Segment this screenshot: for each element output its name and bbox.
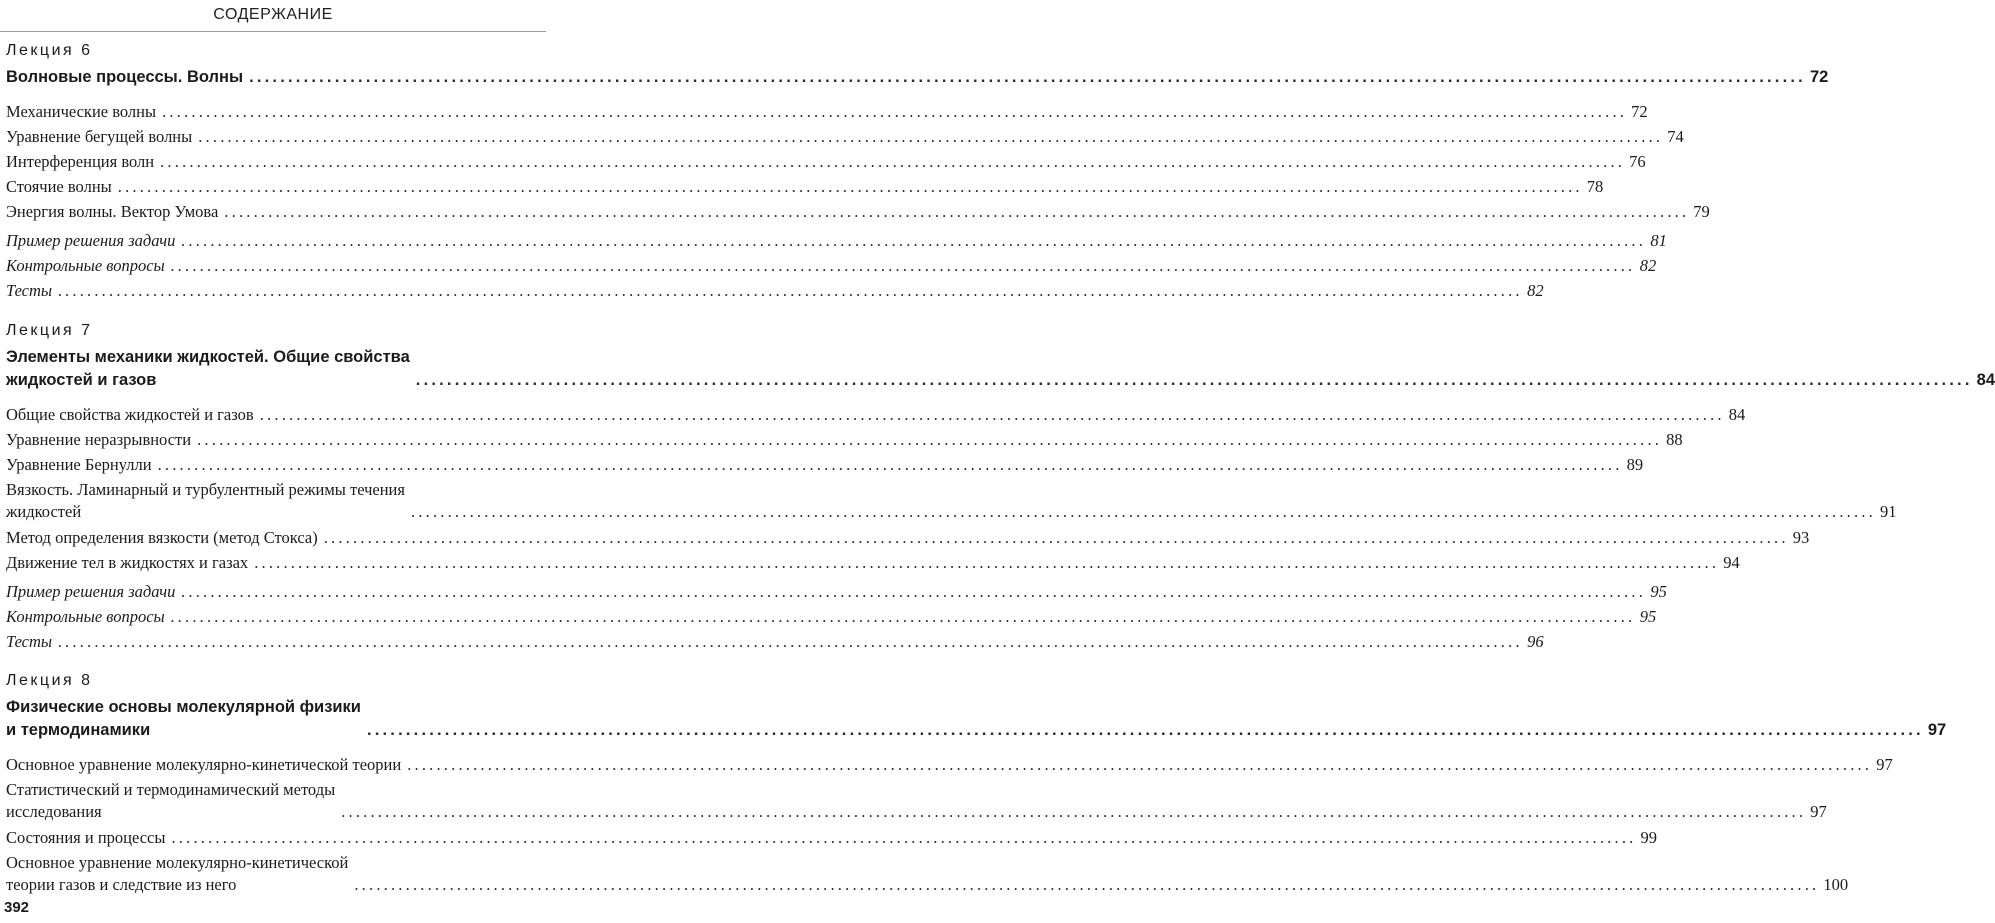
toc-entry-page: 100 (1823, 875, 1849, 894)
dot-leader: ........................................................................................................................................................................................................ (198, 127, 1664, 146)
dot-leader: ........................................................................................................................................................................................................ (117, 177, 1583, 196)
toc-entry[interactable] (6, 629, 1544, 654)
toc-entry-text (6, 124, 192, 149)
toc-entry-text (6, 604, 165, 629)
toc-entry[interactable] (6, 124, 1684, 149)
dot-leader: ........................................................................................................................................................................................................ (249, 68, 1806, 86)
toc-entry-text-line: Тесты (6, 632, 53, 651)
toc-entry[interactable] (6, 253, 1657, 278)
lecture-title-text-line: Волновые процессы. Волны (6, 68, 244, 86)
dot-leader: ........................................................................................................................................................................................................ (162, 102, 1628, 121)
toc-entry-text (6, 752, 401, 777)
dot-leader: ........................................................................................................................................................................................................ (171, 828, 1637, 847)
toc-entry-text-line: Контрольные вопросы (6, 256, 165, 275)
toc-entry[interactable] (6, 777, 1827, 825)
dot-leader: ........................................................................................................................................................................................................ (415, 371, 1973, 389)
dot-leader: ........................................................................................................................................................................................................ (58, 632, 1524, 651)
toc-entry-text (6, 579, 175, 604)
toc-entry-text (6, 174, 112, 199)
toc-entry-page: 74 (1667, 127, 1684, 146)
lecture-title-text (6, 696, 361, 742)
lecture-block (6, 40, 1829, 303)
toc-entry-page: 72 (1631, 102, 1648, 121)
toc-entry-page: 76 (1629, 152, 1646, 171)
dot-leader: ........................................................................................................................................................................................................ (157, 455, 1623, 474)
lecture-block (6, 320, 1995, 654)
lecture-title-text-line: Физические основы молекулярной физики (6, 698, 361, 716)
toc-entry-text-line: Интерференция волн (6, 152, 155, 171)
toc-entry-text-line: Стоячие волны (6, 177, 112, 196)
dot-leader: ........................................................................................................................................................................................................ (407, 755, 1873, 774)
toc-entry-text (6, 825, 165, 850)
toc-entry-text (6, 278, 52, 303)
toc-entry-text-line: Движение тел в жидкостях и газах (6, 553, 249, 572)
toc-entry[interactable] (6, 174, 1604, 199)
toc-entry-page: 88 (1666, 430, 1683, 449)
toc-entry-text-line: жидкостей (6, 502, 82, 521)
toc-entry-page: 94 (1723, 553, 1740, 572)
toc-entry[interactable] (6, 550, 1740, 575)
running-header: СОДЕРЖАНИЕ (213, 6, 333, 23)
lecture-block (6, 670, 1947, 898)
toc-entry[interactable] (6, 525, 1810, 550)
toc-entry[interactable] (6, 604, 1657, 629)
toc-entry-text-line: Состояния и процессы (6, 828, 166, 847)
dot-leader: ........................................................................................................................................................................................................ (181, 231, 1647, 250)
dot-leader: ........................................................................................................................................................................................................ (366, 721, 1924, 739)
toc-entry-text (6, 228, 175, 253)
toc-entry-text-line: Пример решения задачи (6, 582, 176, 601)
toc-entry[interactable] (6, 579, 1667, 604)
toc-entry-text (6, 199, 218, 224)
dot-leader: ........................................................................................................................................................................................................ (160, 152, 1626, 171)
dot-leader: ........................................................................................................................................................................................................ (410, 502, 1876, 521)
toc-entry-page: 95 (1639, 607, 1657, 626)
lecture-title[interactable] (6, 696, 1947, 742)
toc-entry-page: 97 (1810, 802, 1827, 821)
toc-entry-text (6, 779, 335, 823)
header-rule (0, 31, 546, 32)
toc-entry-page: 82 (1527, 281, 1544, 300)
page-number: 392 (4, 899, 30, 916)
toc-entry-text (6, 550, 248, 575)
toc-entry[interactable] (6, 825, 1657, 850)
dot-leader: ........................................................................................................................................................................................................ (354, 875, 1820, 894)
toc-entry-text (6, 852, 348, 896)
dot-leader: ........................................................................................................................................................................................................ (181, 582, 1647, 601)
dot-leader: ........................................................................................................................................................................................................ (197, 430, 1663, 449)
toc-entry-text (6, 479, 405, 523)
dot-leader: ........................................................................................................................................................................................................ (259, 405, 1725, 424)
toc-entry-page: 99 (1640, 828, 1657, 847)
toc-entry-text-line: Энергия волны. Вектор Умова (6, 202, 219, 221)
lecture-title-text-line: и термодинамики (6, 721, 151, 739)
toc-entry-text-line: Механические волны (6, 102, 157, 121)
dot-leader: ........................................................................................................................................................................................................ (224, 202, 1690, 221)
lecture-title-page: 97 (1927, 721, 1947, 739)
toc (6, 40, 1995, 898)
toc-entry-text-line: Контрольные вопросы (6, 607, 165, 626)
toc-entry-text-line: Основное уравнение молекулярно-кинетической (6, 853, 349, 872)
toc-entry-page: 78 (1586, 177, 1604, 196)
lecture-title-text (6, 66, 243, 89)
dot-leader: ........................................................................................................................................................................................................ (341, 802, 1807, 821)
toc-entry-text (6, 149, 154, 174)
lecture-label: Лекция 8 (6, 672, 93, 689)
toc-entry-text-line: Общие свойства жидкостей и газов (6, 405, 254, 424)
toc-entry-page: 81 (1650, 231, 1667, 250)
toc-entry-page: 91 (1879, 502, 1897, 521)
toc-entry-page: 89 (1626, 455, 1644, 474)
toc-entry-text-line: Статистический и термодинамический методы (6, 780, 336, 799)
toc-entry[interactable] (6, 228, 1667, 253)
lecture-label: Лекция 7 (6, 322, 93, 339)
toc-entry-text-line: Уравнение неразрывности (6, 430, 192, 449)
toc-entry-text (6, 253, 165, 278)
toc-entry[interactable] (6, 452, 1644, 477)
dot-leader: ........................................................................................................................................................................................................ (170, 607, 1636, 626)
toc-entry-text (6, 402, 254, 427)
dot-leader: ........................................................................................................................................................................................................ (170, 256, 1636, 275)
toc-entry-text (6, 525, 318, 550)
toc-entry[interactable] (6, 427, 1683, 452)
toc-entry-page: 82 (1639, 256, 1657, 275)
toc-entry-text-line: Вязкость. Ламинарный и турбулентный режимы течения (6, 480, 405, 499)
toc-entry-text-line: теории газов и следствие из него (6, 875, 237, 894)
toc-entry-text (6, 99, 156, 124)
toc-entry[interactable] (6, 402, 1746, 427)
lecture-title-text (6, 346, 410, 392)
toc-entry[interactable] (6, 850, 1849, 898)
toc-entry[interactable] (6, 199, 1710, 224)
toc-entry-text-line: Уравнение Бернулли (6, 455, 152, 474)
toc-entry-text-line: Тесты (6, 281, 53, 300)
lecture-title-text-line: Элементы механики жидкостей. Общие свойства (6, 348, 410, 366)
lecture-label: Лекция 6 (6, 42, 93, 59)
toc-entry-text (6, 452, 152, 477)
dot-leader: ........................................................................................................................................................................................................ (323, 528, 1789, 547)
lecture-title[interactable] (6, 346, 1995, 392)
lecture-title[interactable] (6, 66, 1829, 89)
toc-entry-text-line: Метод определения вязкости (метод Стокса) (6, 528, 318, 547)
dot-leader: ........................................................................................................................................................................................................ (254, 553, 1720, 572)
toc-entry-text-line: Основное уравнение молекулярно-кинетической теории (6, 755, 402, 774)
toc-entry-text (6, 427, 191, 452)
toc-entry[interactable] (6, 752, 1893, 777)
toc-entry-page: 93 (1792, 528, 1810, 547)
lecture-title-page: 72 (1809, 68, 1829, 86)
toc-entry-text-line: Пример решения задачи (6, 231, 176, 250)
lecture-title-text-line: жидкостей и газов (6, 371, 157, 389)
toc-entry-text-line: Уравнение бегущей волны (6, 127, 193, 146)
toc-entry-page: 97 (1876, 755, 1893, 774)
toc-entry[interactable] (6, 99, 1648, 124)
toc-entry-page: 79 (1693, 202, 1710, 221)
toc-entry[interactable] (6, 278, 1544, 303)
toc-entry-page: 84 (1728, 405, 1746, 424)
toc-entry-text (6, 629, 52, 654)
toc-entry-page: 96 (1527, 632, 1544, 651)
lecture-title-page: 84 (1976, 371, 1995, 389)
dot-leader: ........................................................................................................................................................................................................ (58, 281, 1524, 300)
toc-entry-page: 95 (1650, 582, 1667, 601)
toc-entry-text-line: исследования (6, 802, 102, 821)
toc-entry[interactable] (6, 149, 1646, 174)
toc-entry[interactable] (6, 477, 1897, 525)
